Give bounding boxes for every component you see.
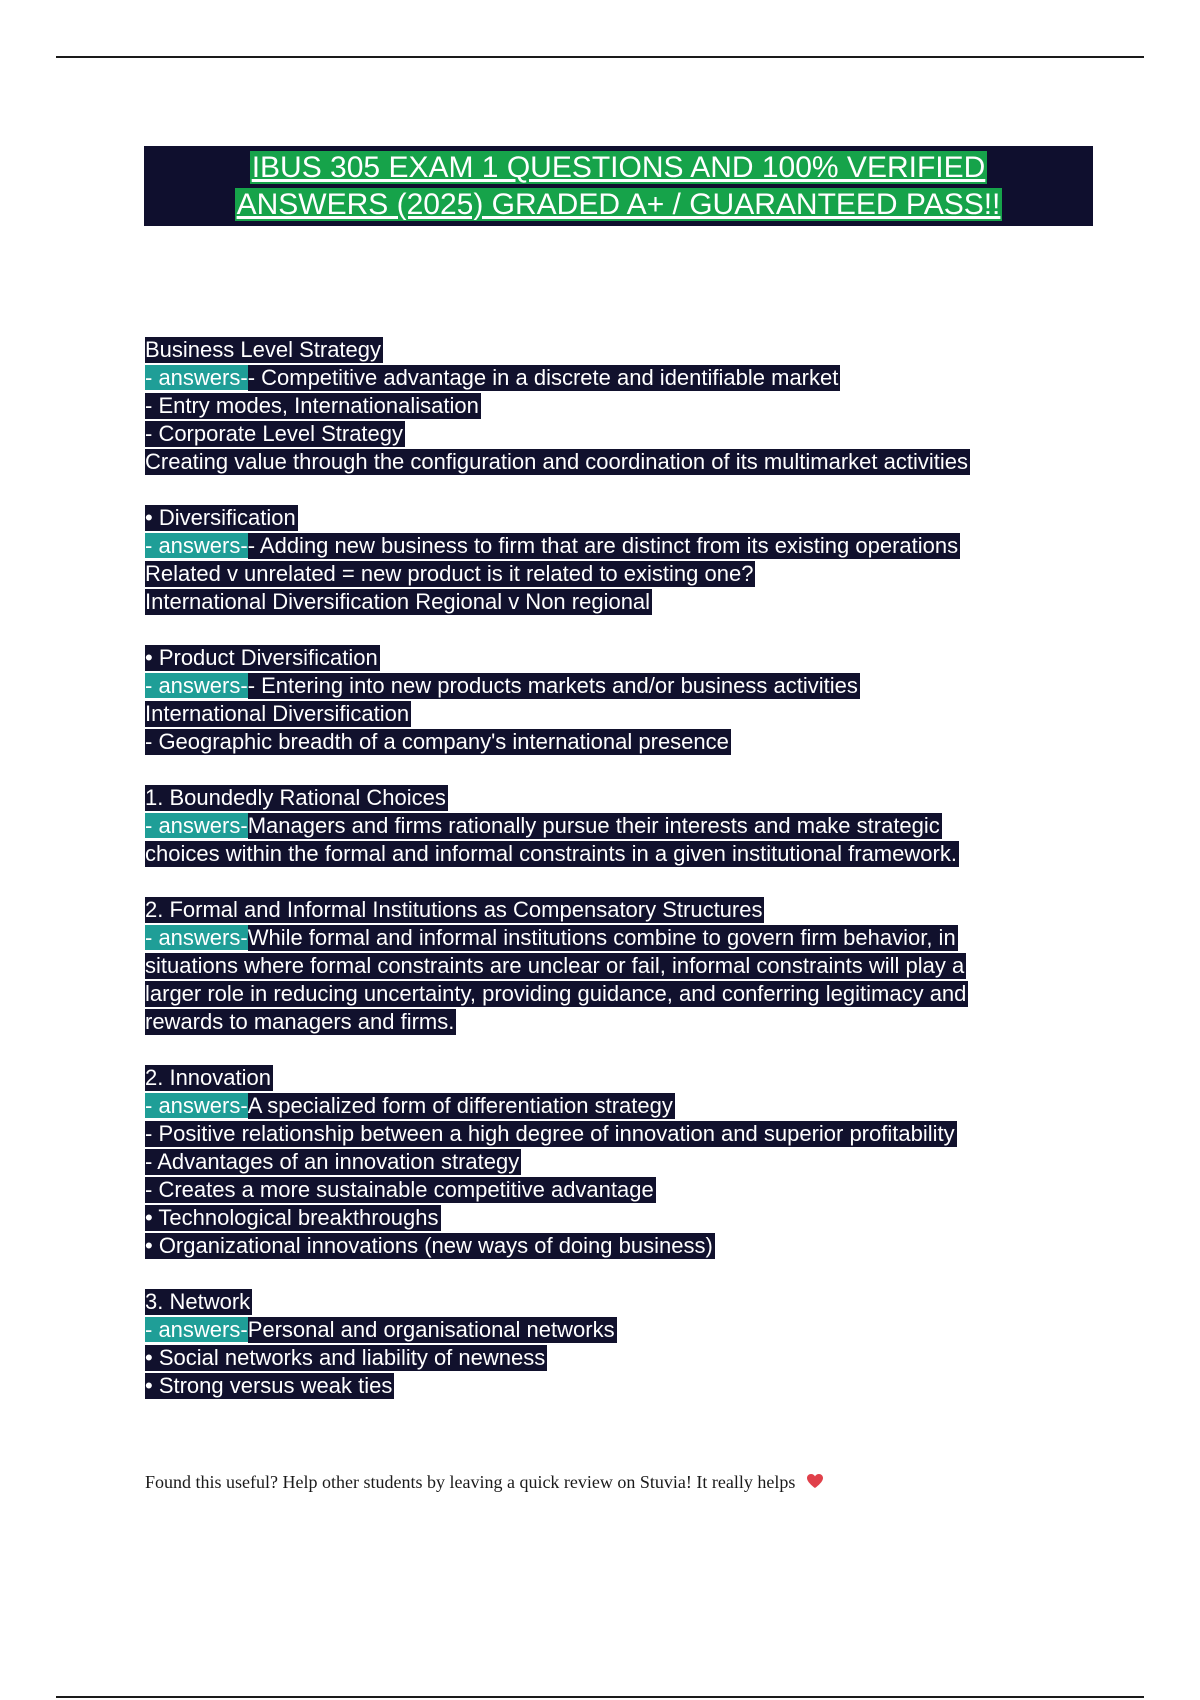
- answer-continuation-line: [145, 728, 1065, 756]
- question-line: [145, 896, 1065, 924]
- review-prompt-text: Found this useful? Help other students by leaving a quick review on Stuvia! It really helps: [145, 1472, 796, 1492]
- answer-marker: - answers-: [145, 925, 248, 950]
- answer-continuation-text: choices within the formal and informal constraints in a given institutional framework.: [145, 841, 957, 866]
- answer-text: Personal and organisational networks: [247, 1317, 615, 1342]
- title-line-1: IBUS 305 EXAM 1 QUESTIONS AND 100% VERIFIED: [251, 151, 986, 184]
- qa-list: [145, 336, 1065, 1428]
- answer-marker: - answers-: [145, 365, 248, 390]
- answer-continuation-line: [145, 1148, 1065, 1176]
- answer-line: [145, 812, 1065, 840]
- answer-continuation-line: [145, 980, 1065, 1008]
- answer-text: While formal and informal institutions combine to govern firm behavior, in: [247, 925, 956, 950]
- question-line: [145, 1064, 1065, 1092]
- qa-block: [145, 1288, 1065, 1400]
- question-line: [145, 336, 1065, 364]
- question-text: 1. Boundedly Rational Choices: [145, 785, 446, 810]
- answer-marker: - answers-: [145, 1317, 248, 1342]
- answer-continuation-line: [145, 588, 1065, 616]
- answer-continuation-text: • Organizational innovations (new ways of doing business): [145, 1233, 713, 1258]
- answer-line: [145, 364, 1065, 392]
- answer-continuation-text: situations where formal constraints are unclear or fail, informal constraints will play a: [145, 953, 965, 978]
- answer-continuation-text: Creating value through the configuration and coordination of its multimarket activities: [145, 449, 969, 474]
- answer-continuation-line: [145, 448, 1065, 476]
- answer-line: [145, 1316, 1065, 1344]
- answer-marker: - answers-: [145, 1093, 248, 1118]
- answer-text: Managers and firms rationally pursue their interests and make strategic: [247, 813, 940, 838]
- bottom-rule: [56, 1696, 1144, 1698]
- answer-continuation-text: • Technological breakthroughs: [145, 1205, 439, 1230]
- answer-continuation-text: - Creates a more sustainable competitive advantage: [145, 1177, 654, 1202]
- question-line: [145, 1288, 1065, 1316]
- question-text: 2. Formal and Informal Institutions as Compensatory Structures: [145, 897, 763, 922]
- answer-continuation-line: [145, 560, 1065, 588]
- answer-line: [145, 672, 1065, 700]
- answer-continuation-line: [145, 1232, 1065, 1260]
- question-line: [145, 784, 1065, 812]
- answer-continuation-text: • Strong versus weak ties: [145, 1373, 393, 1398]
- answer-continuation-text: - Geographic breadth of a company's international presence: [145, 729, 729, 754]
- answer-text: A specialized form of differentiation strategy: [247, 1093, 673, 1118]
- answer-continuation-line: [145, 1372, 1065, 1400]
- qa-block: [145, 1064, 1065, 1260]
- answer-continuation-text: International Diversification Regional v Non regional: [145, 589, 651, 614]
- answer-text: - Entering into new products markets and/or business activities: [247, 673, 858, 698]
- question-text: • Product Diversification: [145, 645, 378, 670]
- document-title: [144, 146, 1093, 226]
- answer-marker: - answers-: [145, 533, 248, 558]
- question-text: 2. Innovation: [145, 1065, 271, 1090]
- answer-continuation-line: [145, 1204, 1065, 1232]
- question-text: 3. Network: [145, 1289, 251, 1314]
- answer-continuation-line: [145, 392, 1065, 420]
- answer-continuation-line: [145, 700, 1065, 728]
- answer-continuation-text: larger role in reducing uncertainty, providing guidance, and conferring legitimacy and: [145, 981, 967, 1006]
- answer-continuation-line: [145, 420, 1065, 448]
- answer-line: [145, 532, 1065, 560]
- qa-block: [145, 784, 1065, 868]
- answer-continuation-line: [145, 1008, 1065, 1036]
- answer-continuation-text: International Diversification: [145, 701, 410, 726]
- qa-block: [145, 896, 1065, 1036]
- question-text: • Diversification: [145, 505, 296, 530]
- answer-continuation-text: rewards to managers and firms.: [145, 1009, 455, 1034]
- review-prompt: [145, 1472, 824, 1494]
- answer-text: - Adding new business to firm that are distinct from its existing operations: [247, 533, 959, 558]
- answer-text: - Competitive advantage in a discrete and identifiable market: [247, 365, 839, 390]
- qa-block: [145, 644, 1065, 756]
- question-line: [145, 504, 1065, 532]
- answer-continuation-text: - Positive relationship between a high degree of innovation and superior profitability: [145, 1121, 955, 1146]
- answer-continuation-line: [145, 1120, 1065, 1148]
- qa-block: [145, 336, 1065, 476]
- question-line: [145, 644, 1065, 672]
- heart-icon: [806, 1473, 824, 1494]
- answer-continuation-text: - Corporate Level Strategy: [145, 421, 404, 446]
- answer-continuation-text: Related v unrelated = new product is it related to existing one?: [145, 561, 754, 586]
- answer-continuation-line: [145, 952, 1065, 980]
- answer-continuation-text: - Advantages of an innovation strategy: [145, 1149, 520, 1174]
- title-line-2: ANSWERS (2025) GRADED A+ / GUARANTEED PASS!!: [236, 188, 1001, 221]
- answer-line: [145, 924, 1065, 952]
- answer-line: [145, 1092, 1065, 1120]
- answer-continuation-line: [145, 1344, 1065, 1372]
- qa-block: [145, 504, 1065, 616]
- answer-marker: - answers-: [145, 813, 248, 838]
- answer-continuation-text: • Social networks and liability of newness: [145, 1345, 546, 1370]
- answer-continuation-line: [145, 840, 1065, 868]
- answer-continuation-line: [145, 1176, 1065, 1204]
- answer-marker: - answers-: [145, 673, 248, 698]
- answer-continuation-text: - Entry modes, Internationalisation: [145, 393, 479, 418]
- top-rule: [56, 56, 1144, 58]
- question-text: Business Level Strategy: [145, 337, 382, 362]
